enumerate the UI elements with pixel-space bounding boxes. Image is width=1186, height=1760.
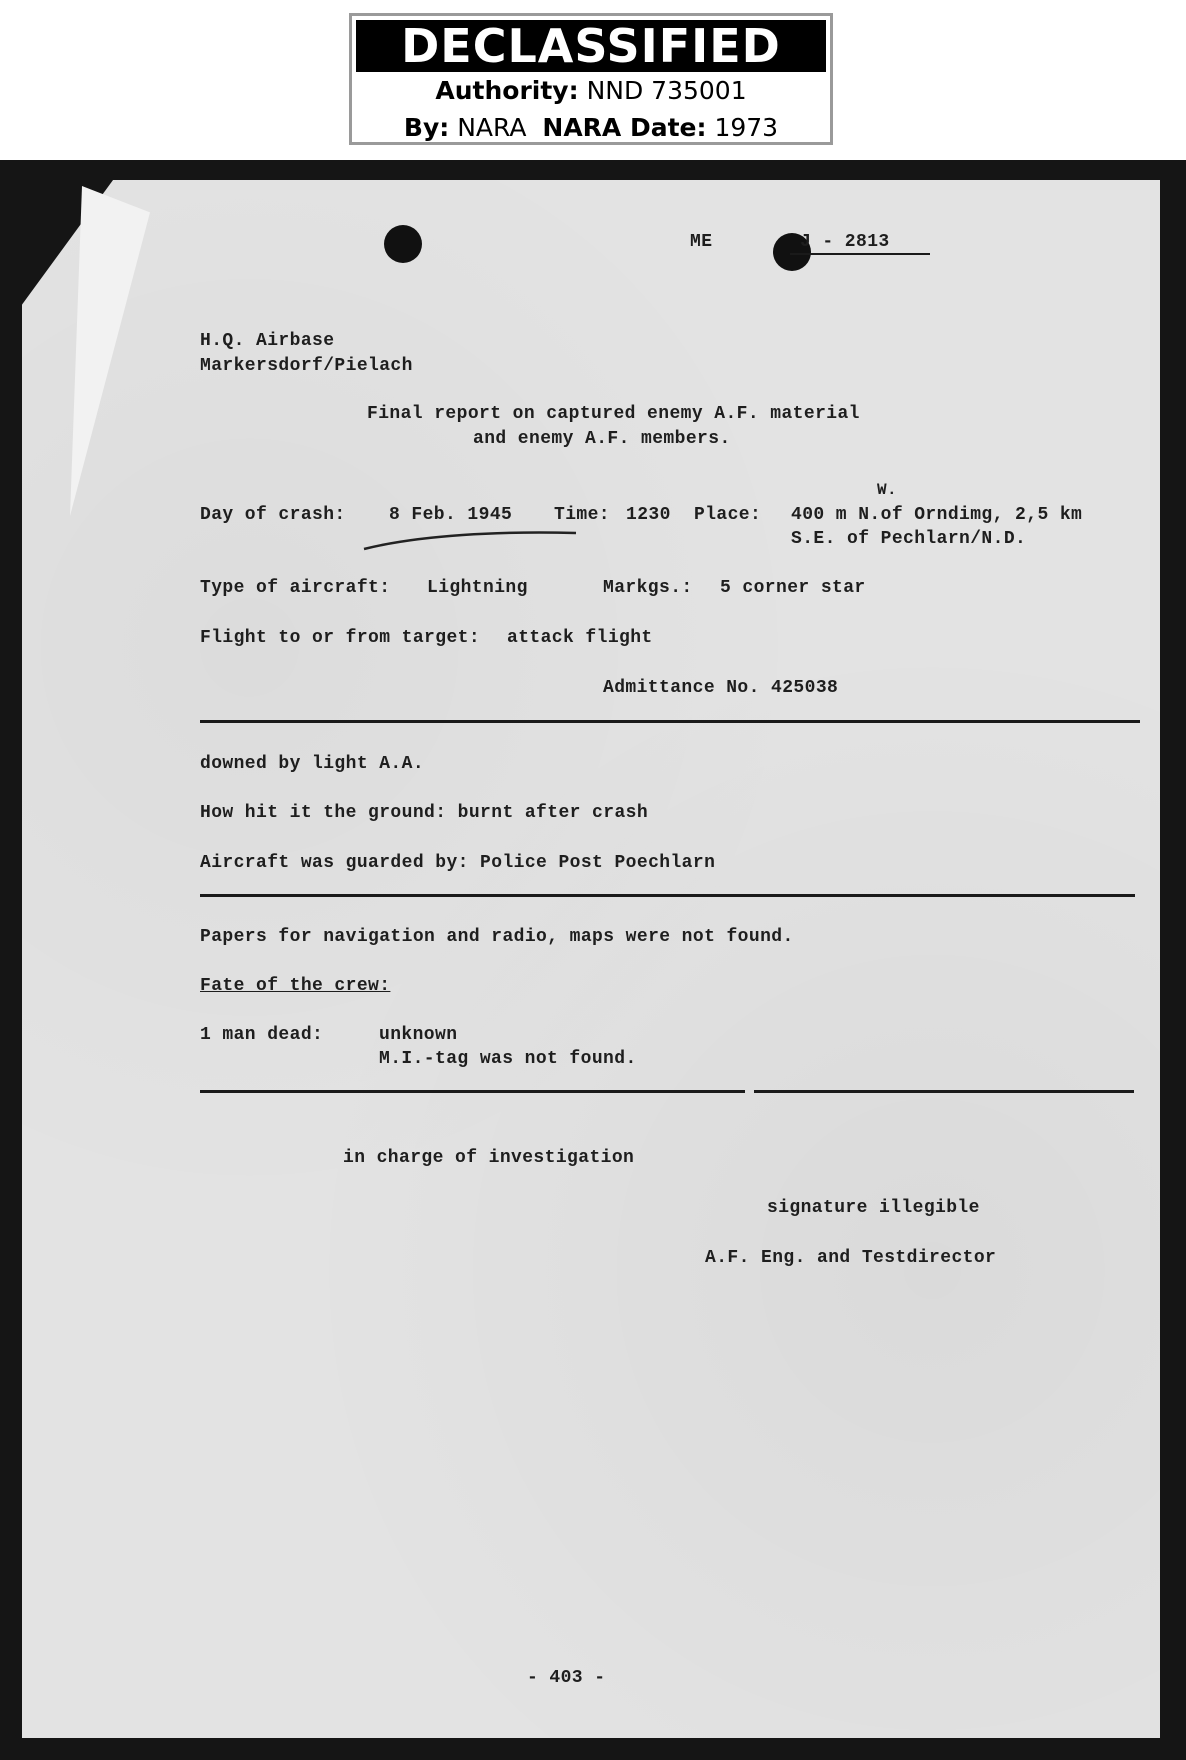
crash-day-value: 8 Feb. 1945	[389, 505, 513, 525]
declassified-stamp	[349, 13, 833, 145]
header-mark: ME	[690, 232, 713, 252]
in-charge-of-investigation: in charge of investigation	[343, 1148, 635, 1168]
divider-3b	[754, 1090, 1134, 1093]
crash-place-line1: 400 m N.of Orndimg, 2,5 km	[791, 505, 1083, 525]
flight-value: attack flight	[507, 628, 653, 648]
stamp-authority-label: Authority:	[435, 76, 579, 105]
crash-place-label: Place:	[694, 505, 762, 525]
papers-not-found: Papers for navigation and radio, maps were not found.	[200, 927, 794, 947]
divider-3a	[200, 1090, 745, 1093]
crash-day-label: Day of crash:	[200, 505, 346, 525]
stamp-by-value: NARA	[457, 113, 527, 142]
stamp-authority	[352, 72, 830, 109]
stamp-authority-value: NND 735001	[586, 76, 747, 105]
report-title-line1: Final report on captured enemy A.F. material	[367, 404, 860, 424]
crash-place-line2: S.E. of Pechlarn/N.D.	[791, 529, 1027, 549]
how-hit-ground: How hit it the ground: burnt after crash	[200, 803, 649, 823]
aircraft-markgs-value: 5 corner star	[720, 578, 866, 598]
crew-dead-label: 1 man dead:	[200, 1025, 324, 1045]
handwritten-underline	[360, 525, 580, 555]
header-ref: J - 2813	[800, 232, 890, 252]
divider-1	[200, 720, 1140, 723]
admittance-number: Admittance No. 425038	[603, 678, 839, 698]
header-ref-underline	[790, 253, 930, 255]
stamp-by	[352, 109, 830, 146]
divider-2	[200, 894, 1135, 897]
mi-tag-not-found: M.I.-tag was not found.	[379, 1049, 637, 1069]
aircraft-markgs-label: Markgs.:	[603, 578, 693, 598]
downed-by: downed by light A.A.	[200, 754, 425, 774]
aircraft-type-value: Lightning	[427, 578, 528, 598]
stamp-title: DECLASSIFIED	[356, 20, 826, 72]
stamp-date-value: 1973	[714, 113, 779, 142]
guarded-by: Aircraft was guarded by: Police Post Poechlarn	[200, 853, 716, 873]
crash-time-value: 1230	[626, 505, 671, 525]
address-line1: H.Q. Airbase	[200, 331, 335, 351]
stamp-date-label: NARA Date:	[542, 113, 707, 142]
aircraft-type-label: Type of aircraft:	[200, 578, 391, 598]
page-number: - 403 -	[527, 1668, 606, 1688]
signer-title: A.F. Eng. and Testdirector	[705, 1248, 997, 1268]
address-line2: Markersdorf/Pielach	[200, 356, 413, 376]
crew-dead-value: unknown	[379, 1025, 458, 1045]
fate-of-crew-heading: Fate of the crew:	[200, 976, 391, 996]
signature-illegible: signature illegible	[767, 1198, 980, 1218]
report-title-line2: and enemy A.F. members.	[473, 429, 731, 449]
crash-time-label: Time:	[554, 505, 611, 525]
punch-hole-left	[384, 225, 422, 263]
stamp-by-label: By:	[403, 113, 450, 142]
flight-label: Flight to or from target:	[200, 628, 481, 648]
crash-place-correction: W.	[877, 481, 898, 499]
